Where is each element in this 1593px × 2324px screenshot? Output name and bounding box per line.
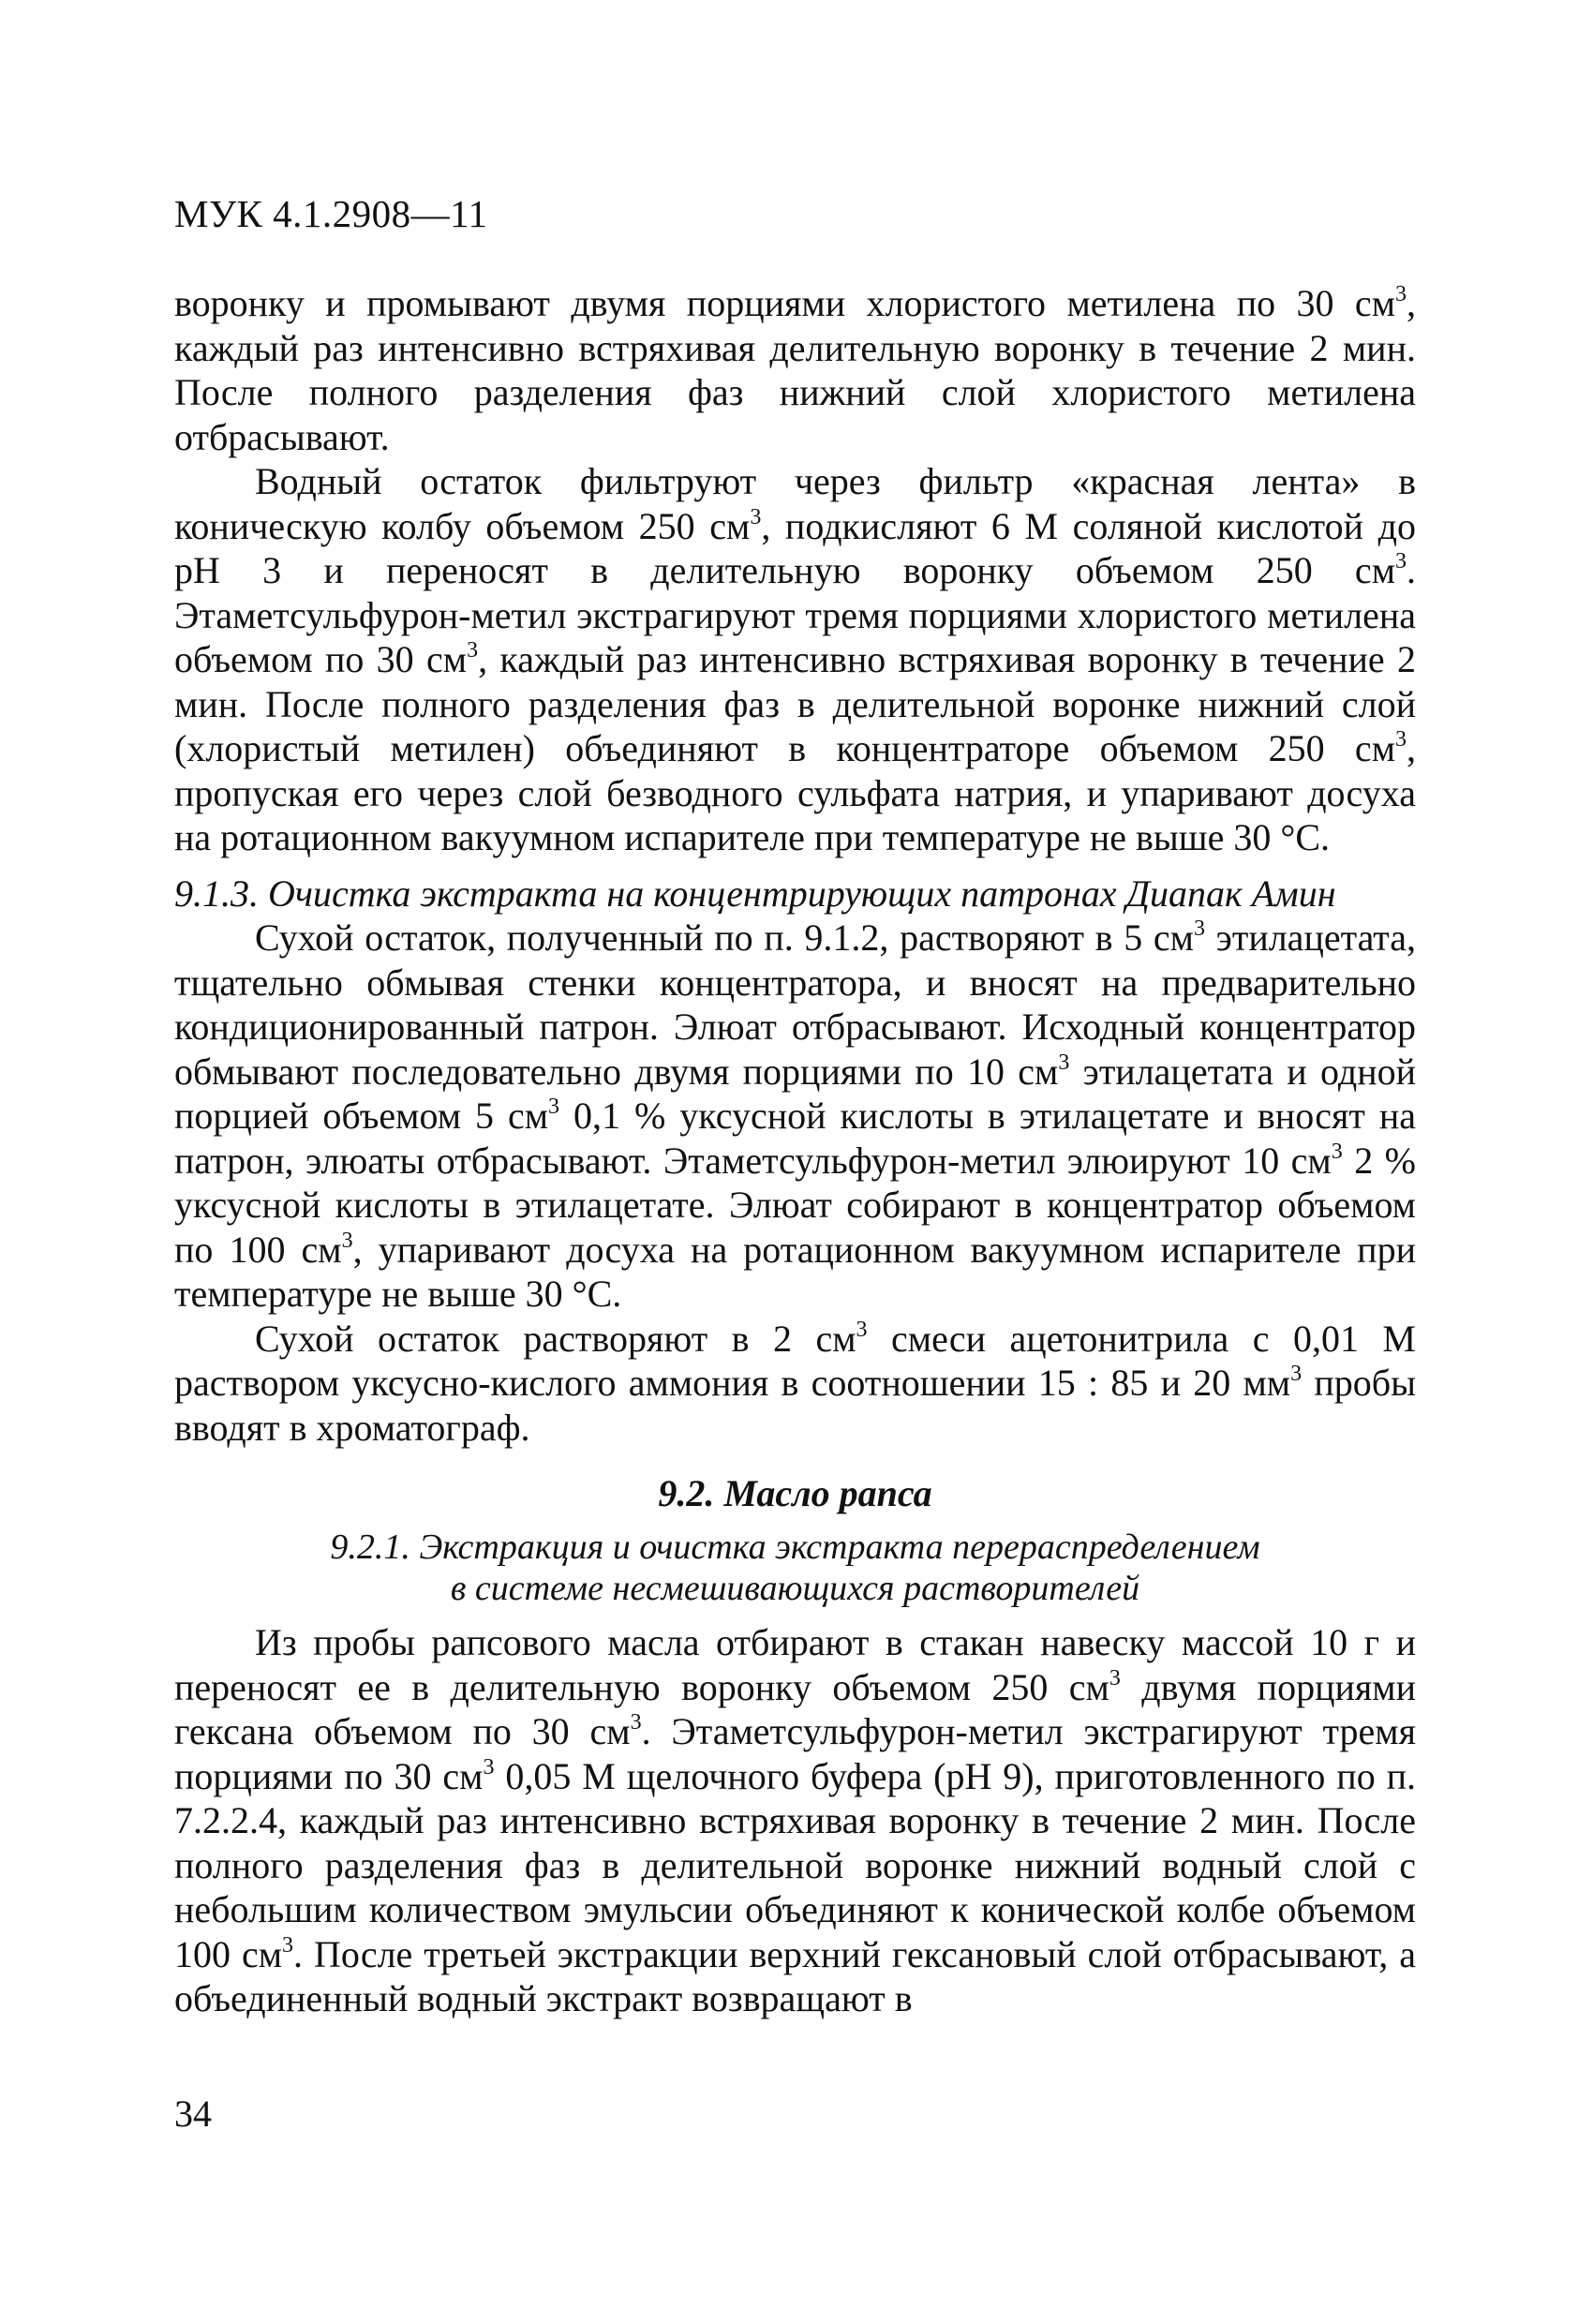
section-heading-9-2: 9.2. Масло рапса [658,1472,932,1514]
section-heading-9-2-1-line1: 9.2.1. Экстракция и очистка экстракта перераспределением [330,1527,1260,1567]
paragraph-continuation: воронку и промывают двумя порциями хлористого метилена по 30 $см^3$, каждый раз интенсивно встряхивая делительную воронку в течение 2 мин. После полного разделения фаз нижний слой хлористого метилена отбрасывают. [174,282,1416,458]
section-heading-9-1-3: 9.1.3. Очистка экстракта на концентрирующих патронах Диапак Амин [174,872,1336,915]
paragraph-dry-residue-cleanup: Сухой остаток, полученный по п. 9.1.2, растворяют в 5 $см^3$ этилацетата, тщательно обмывая стенки концентратора, и вносят на предварительно кондиционированный патрон. Элюат отбрасывают. Исходный концентратор обмывают последовательно двумя порциями по 10 $см^3$ этилацетата и одной порцией объемом 5 $см^3$ 0,1 % уксусной кислоты в этилацетате и вносят на патрон, элюаты отбрасывают. Этаметсульфурон-метил элюируют 10 $см^3$ 2 % уксусной кислоты в этилацетате. Элюат собирают в концентратор объемом по 100 $см^3$, упаривают досуха на ротационном вакуумном испарителе при температуре не выше 30 °С. [174,916,1417,1315]
page-number: 34 [174,2093,212,2135]
document-code-header: МУК 4.1.2908—11 [174,192,488,235]
document-body [174,281,1416,2021]
paragraph-dry-residue-dissolve: Сухой остаток растворяют в 2 $см^3$ смеси ацетонитрила с 0,01 М раствором уксусно-кислого аммония в соотношении 15 : 85 и 20 $мм^3$ пробы вводят в хроматограф. [174,1317,1416,1449]
paragraph-rapeseed-oil-extraction: Из пробы рапсового масла отбирают в стакан навеску массой 10 г и переносят ее в делительную воронку объемом 250 $см^3$ двумя порциями гексана объемом по 30 $см^3$. Этаметсульфурон-метил экстрагируют тремя порциями по 30 $см^3$ 0,05 М щелочного буфера (рН 9), приготовленного по п. 7.2.2.4, каждый раз интенсивно встряхивая воронку в течение 2 мин. После полного разделения фаз в делительной воронке нижний водный слой с небольшим количеством эмульсии объединяют к конической колбе объемом 100 $см^3$. После третьей экстракции верхний гексановый слой отбрасывают, а объединенный водный экстракт возвращают в [174,1621,1417,2019]
paragraph-water-residue: Водный остаток фильтруют через фильтр «красная лента» в коническую колбу объемом 250 $см^3$, подкисляют 6 М соляной кислотой до рН 3 и переносят в делительную воронку объемом 250 $см^3$. Этаметсульфурон-метил экстрагируют тремя порциями хлористого метилена объемом по 30 $см^3$, каждый раз интенсивно встряхивая воронку в течение 2 мин. После полного разделения фаз в делительной воронке нижний слой (хлористый метилен) объединяют в концентраторе объемом 250 $см^3$, пропуская его через слой безводного сульфата натрия, и упаривают досуха на ротационном вакуумном испарителе при температуре не выше 30 °С. [174,460,1416,858]
section-heading-9-2-1-line2: в системе несмешивающихся растворителей [450,1569,1140,1608]
